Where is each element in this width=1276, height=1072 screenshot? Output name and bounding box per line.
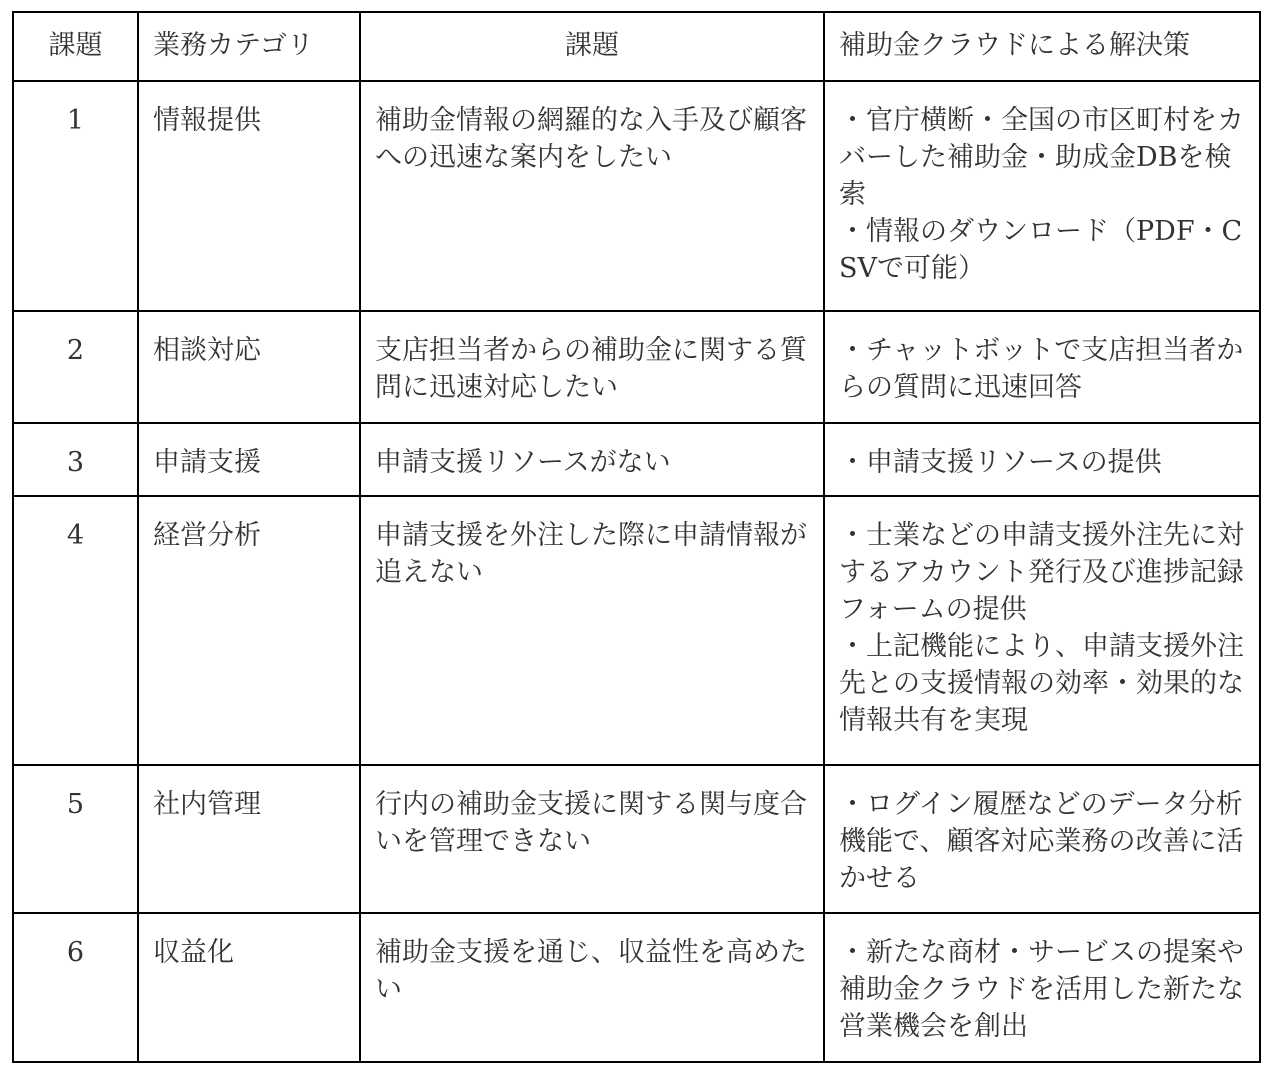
- issues-table: [12, 11, 1261, 1063]
- table-row: [13, 496, 1260, 765]
- header-solution: 補助金クラウドによる解決策: [824, 12, 1260, 81]
- table-row: [13, 311, 1260, 423]
- header-category: 業務カテゴリ: [138, 12, 360, 81]
- table-row: [13, 423, 1260, 496]
- row-issue: 申請支援リソースがない: [360, 423, 824, 496]
- table-row: [13, 81, 1260, 311]
- row-number: 2: [13, 311, 138, 423]
- row-category: 経営分析: [138, 496, 360, 765]
- row-issue: 行内の補助金支援に関する関与度合いを管理できない: [360, 765, 824, 913]
- row-number: 3: [13, 423, 138, 496]
- row-solution: ・士業などの申請支援外注先に対するアカウント発行及び進捗記録フォームの提供 ・上記機能により、申請支援外注先との支援情報の効率・効果的な情報共有を実現: [824, 496, 1260, 765]
- table-row: [13, 913, 1260, 1062]
- row-category: 情報提供: [138, 81, 360, 311]
- table-row: [13, 765, 1260, 913]
- row-number: 4: [13, 496, 138, 765]
- row-solution: ・チャットボットで支店担当者からの質問に迅速回答: [824, 311, 1260, 423]
- row-solution: ・官庁横断・全国の市区町村をカバーした補助金・助成金DBを検索 ・情報のダウンロード（PDF・CSVで可能）: [824, 81, 1260, 311]
- row-solution: ・ログイン履歴などのデータ分析機能で、顧客対応業務の改善に活かせる: [824, 765, 1260, 913]
- row-issue: 補助金情報の網羅的な入手及び顧客への迅速な案内をしたい: [360, 81, 824, 311]
- header-issue-number: 課題: [13, 12, 138, 81]
- row-category: 申請支援: [138, 423, 360, 496]
- row-issue: 支店担当者からの補助金に関する質問に迅速対応したい: [360, 311, 824, 423]
- row-solution: ・申請支援リソースの提供: [824, 423, 1260, 496]
- row-category: 相談対応: [138, 311, 360, 423]
- row-category: 収益化: [138, 913, 360, 1062]
- row-number: 1: [13, 81, 138, 311]
- row-solution: ・新たな商材・サービスの提案や補助金クラウドを活用した新たな営業機会を創出: [824, 913, 1260, 1062]
- row-issue: 補助金支援を通じ、収益性を高めたい: [360, 913, 824, 1062]
- row-issue: 申請支援を外注した際に申請情報が追えない: [360, 496, 824, 765]
- table-header-row: [13, 12, 1260, 81]
- header-issue: 課題: [360, 12, 824, 81]
- row-category: 社内管理: [138, 765, 360, 913]
- row-number: 5: [13, 765, 138, 913]
- row-number: 6: [13, 913, 138, 1062]
